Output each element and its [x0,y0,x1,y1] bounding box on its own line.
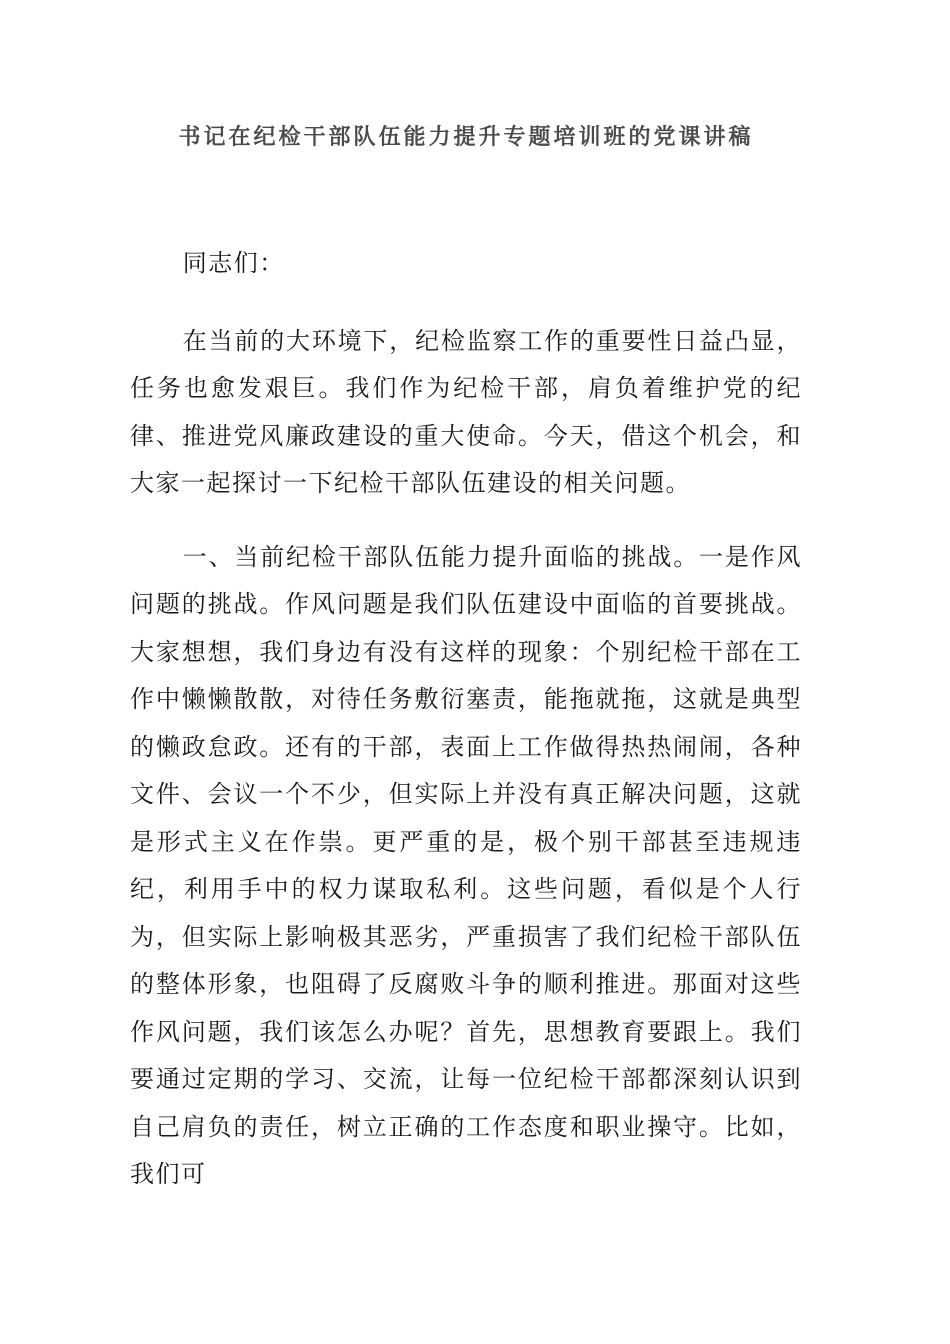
document-title: 书记在纪检干部队伍能力提升专题培训班的党课讲稿 [178,124,754,149]
salutation-line: 同志们： [182,250,285,277]
paragraph-section-one: 一、当前纪检干部队伍能力提升面临的挑战。一是作风问题的挑战。作风问题是我们队伍建设中面临的首要挑战。大家想想，我们身边有没有这样的现象：个别纪检干部在工作中懒懒散散，对待任务敷衍塞责，能拖就拖，这就是典型的懒政怠政。还有的干部，表面上工作做得热热闹闹，各种文件、会议一个不少，但实际上并没有真正解决问题，这就是形式主义在作祟。更严重的是，极个别干部甚至违规违纪，利用手中的权力谋取私利。这些问题，看似是个人行为，但实际上影响极其恶劣，严重损害了我们纪检干部队伍的整体形象，也阻碍了反腐败斗争的顺利推进。那面对这些作风问题，我们该怎么办呢？首先，思想教育要跟上。我们要通过定期的学习、交流，让每一位纪检干部都深刻认识到自己肩负的责任，树立正确的工作态度和职业操守。比如，我们可 [130,543,802,1188]
paragraph-intro: 在当前的大环境下，纪检监察工作的重要性日益凸显，任务也愈发艰巨。我们作为纪检干部，肩负着维护党的纪律、推进党风廉政建设的重大使命。今天，借这个机会，和大家一起探讨一下纪检干部队伍建设的相关问题。 [130,327,802,497]
